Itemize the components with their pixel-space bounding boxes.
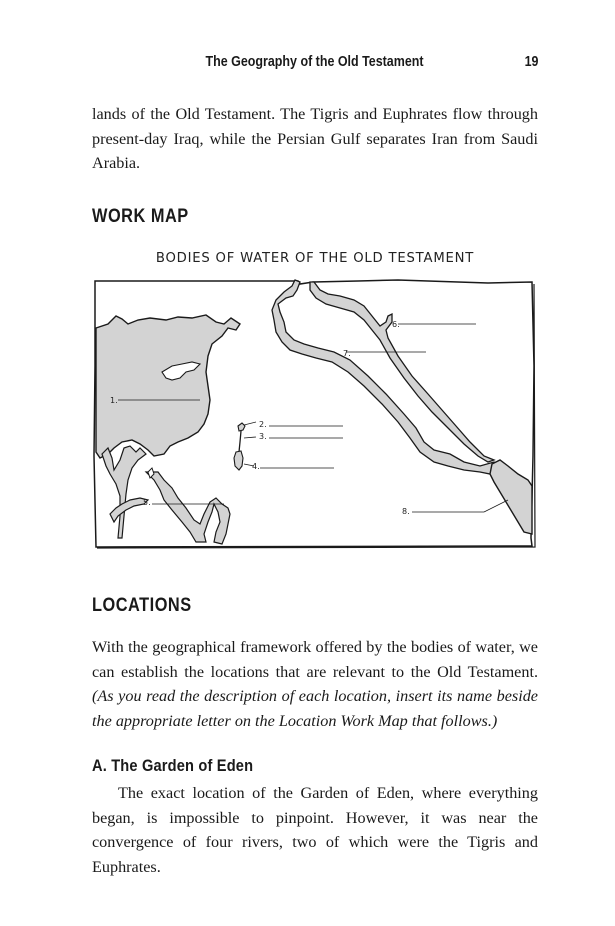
bodies-of-water-map bbox=[88, 276, 538, 552]
locations-heading: LOCATIONS bbox=[92, 595, 192, 616]
locations-italic-note: (As you read the description of each location, insert its name beside the appropriate letter on the Location Work Map that follows.) bbox=[92, 687, 538, 730]
locations-paragraph bbox=[92, 635, 538, 733]
locations-text: With the geographical framework offered by the bodies of water, we can establish the locations that are relevant to the Old Testament. bbox=[92, 638, 538, 681]
page-number: 19 bbox=[524, 54, 539, 70]
map-label-8: 8. bbox=[402, 507, 410, 516]
garden-of-eden-heading: A. The Garden of Eden bbox=[92, 756, 254, 775]
intro-paragraph: lands of the Old Testament. The Tigris and Euphrates flow through present-day Iraq, while the Persian Gulf separates Iran from Saudi Arabia. bbox=[92, 105, 538, 172]
map-label-4: 4. bbox=[252, 462, 260, 471]
map-label-2: 2. bbox=[259, 420, 267, 429]
map-caption: BODIES OF WATER OF THE OLD TESTAMENT bbox=[155, 251, 475, 266]
map-label-7: 7. bbox=[343, 349, 351, 358]
map-label-1: 1. bbox=[110, 396, 118, 405]
running-head bbox=[92, 54, 539, 74]
map-label-5: 5. bbox=[143, 498, 151, 507]
map-label-3: 3. bbox=[259, 432, 267, 441]
work-map-heading: WORK MAP bbox=[92, 206, 189, 227]
running-head-title: The Geography of the Old Testament bbox=[205, 54, 424, 70]
garden-of-eden-paragraph: The exact location of the Garden of Eden, where everything began, is impossible to pinpoint. However, it was near the convergence of four rivers, two of which were the Tigris and Euphrates. bbox=[92, 784, 538, 876]
map-label-6: 6. bbox=[392, 320, 400, 329]
